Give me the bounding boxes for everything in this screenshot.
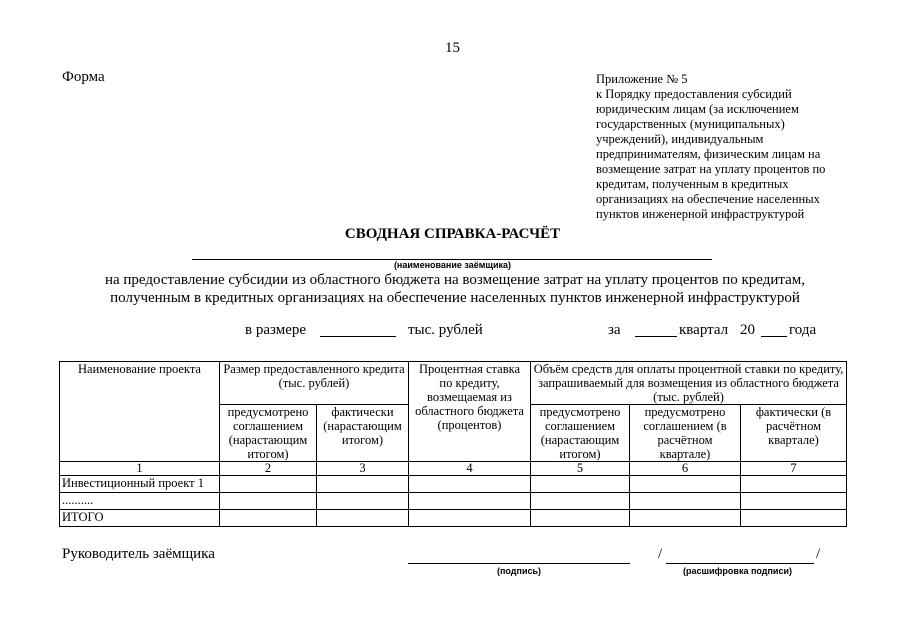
column-number: 5 xyxy=(531,462,630,476)
year-prefix: 20 xyxy=(740,322,755,338)
header-funds: Объём средств для оплаты процентной ставки по кредиту, запрашиваемый для возмещения из областного бюджета (тыс. рублей) xyxy=(531,362,847,405)
column-number: 1 xyxy=(60,462,220,476)
header-funds-actual-quarter: фактически (в расчётном квартале) xyxy=(741,405,847,462)
column-number: 6 xyxy=(630,462,741,476)
appendix-line: юридическим лицам (за исключением xyxy=(596,102,799,116)
page-number: 15 xyxy=(445,40,460,56)
header-project: Наименование проекта xyxy=(60,362,220,462)
amount-prefix: в размере xyxy=(245,322,307,338)
table-cell[interactable] xyxy=(409,510,531,527)
appendix-line: возмещение затрат на уплату процентов по xyxy=(596,162,826,176)
table-cell[interactable] xyxy=(741,476,847,493)
table-cell[interactable] xyxy=(531,476,630,493)
header-credit-actual: фактически (нарастающим итогом) xyxy=(317,405,409,462)
table-cell[interactable] xyxy=(220,476,317,493)
borrower-name-caption: (наименование заёмщика) xyxy=(393,260,512,270)
table-cell[interactable] xyxy=(630,476,741,493)
table-cell[interactable] xyxy=(531,510,630,527)
appendix-line: предпринимателям, физическим лицам на xyxy=(596,147,821,161)
document-title: СВОДНАЯ СПРАВКА-РАСЧЁТ xyxy=(344,226,561,242)
table-cell[interactable] xyxy=(220,493,317,510)
appendix-line: к Порядку предоставления субсидий xyxy=(596,87,792,101)
column-number: 3 xyxy=(317,462,409,476)
table-cell[interactable] xyxy=(630,510,741,527)
year-suffix: года xyxy=(789,322,817,338)
purpose-text xyxy=(60,271,850,307)
appendix-line: кредитам, полученным в кредитных xyxy=(596,177,789,191)
table-cell[interactable] xyxy=(317,510,409,527)
appendix-line: пунктов инженерной инфраструктурой xyxy=(596,207,805,221)
slash-right: / xyxy=(816,546,821,562)
amount-unit: тыс. рублей xyxy=(408,322,483,338)
slash-left: / xyxy=(658,546,663,562)
header-rate: Процентная ставка по кредиту, возмещаемая из областного бюджета (процентов) xyxy=(409,362,531,462)
column-number: 2 xyxy=(220,462,317,476)
table-cell[interactable] xyxy=(741,510,847,527)
table-cell[interactable] xyxy=(741,493,847,510)
amount-blank[interactable] xyxy=(320,322,396,337)
signature-line[interactable] xyxy=(408,563,630,564)
header-credit-size: Размер предоставленного кредита (тыс. рублей) xyxy=(220,362,409,405)
row-name: ИТОГО xyxy=(60,510,220,527)
table-cell[interactable] xyxy=(531,493,630,510)
form-label: Форма xyxy=(62,69,105,85)
header-funds-agreed-quarter: предусмотрено соглашением (в расчётном квартале) xyxy=(630,405,741,462)
column-number: 4 xyxy=(409,462,531,476)
header-credit-agreed: предусмотрено соглашением (нарастающим итогом) xyxy=(220,405,317,462)
period-for: за xyxy=(608,322,621,338)
table-cell[interactable] xyxy=(409,493,531,510)
table-row xyxy=(60,493,847,510)
appendix-line: учреждений), индивидуальным xyxy=(596,132,764,146)
row-name: Инвестиционный проект 1 xyxy=(60,476,220,493)
row-name: .......... xyxy=(60,493,220,510)
decoding-caption: (расшифровка подписи) xyxy=(683,566,792,576)
table-row xyxy=(60,510,847,527)
table-row xyxy=(60,476,847,493)
decoding-line[interactable] xyxy=(666,563,814,564)
quarter-blank[interactable] xyxy=(635,322,677,337)
head-of-borrower-label: Руководитель заёмщика xyxy=(62,546,215,562)
appendix-line: организациях на обеспечение населенных xyxy=(596,192,820,206)
header-funds-agreed-total: предусмотрено соглашением (нарастающим итогом) xyxy=(531,405,630,462)
year-blank[interactable] xyxy=(761,322,787,337)
appendix-line: Приложение № 5 xyxy=(596,72,688,86)
purpose-line-2: полученным в кредитных организациях на обеспечение населенных пунктов инженерной инфраструктурой xyxy=(110,290,800,306)
table-cell[interactable] xyxy=(409,476,531,493)
appendix-note xyxy=(596,72,856,222)
table-cell[interactable] xyxy=(317,493,409,510)
table-cell[interactable] xyxy=(317,476,409,493)
table-cell[interactable] xyxy=(220,510,317,527)
table-cell[interactable] xyxy=(630,493,741,510)
appendix-line: государственных (муниципальных) xyxy=(596,117,785,131)
purpose-line-1: на предоставление субсидии из областного бюджета на возмещение затрат на уплату процентов по кредитам, xyxy=(104,272,806,288)
signature-caption: (подпись) xyxy=(497,566,542,576)
calculation-table xyxy=(59,361,847,527)
column-number: 7 xyxy=(741,462,847,476)
quarter-label: квартал xyxy=(679,322,729,338)
